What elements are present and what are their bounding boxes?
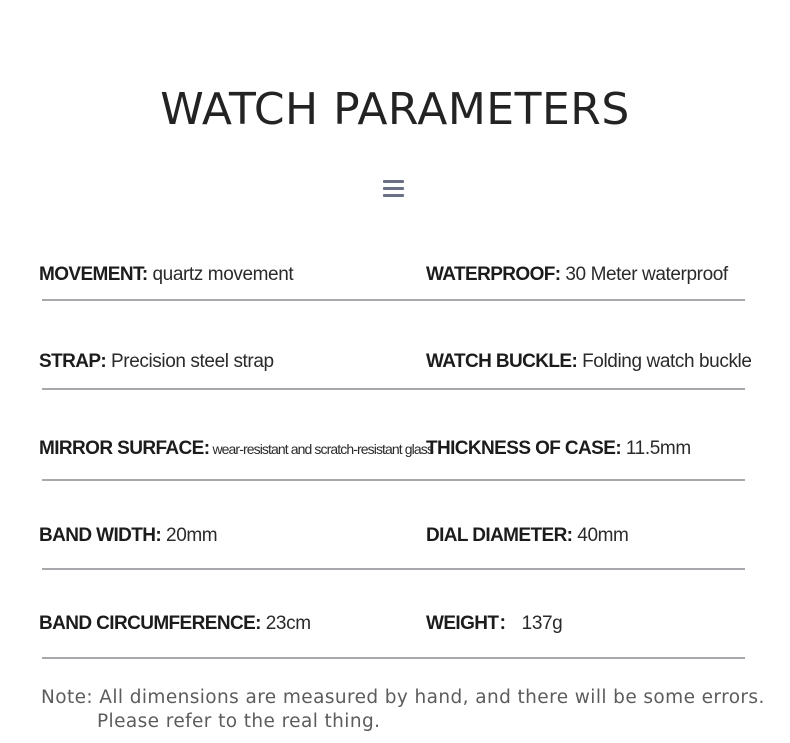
spec-label: MOVEMENT: [39,264,148,285]
spec-label: WATERPROOF: [426,264,561,285]
spec-thickness-of-case [426,434,691,464]
spec-label: BAND WIDTH: [39,525,162,546]
spec-value: 137g [516,613,563,634]
spec-row-1 [0,260,790,290]
spec-value: Precision steel strap [106,351,274,372]
spec-movement [39,260,293,290]
spec-band-circumference [39,609,311,639]
spec-value: 23cm [260,613,311,634]
spec-label: BAND CIRCUMFERENCE: [39,613,261,634]
spec-row-2 [0,347,790,377]
spec-value: Folding watch buckle [577,351,752,372]
row-divider [42,568,745,570]
spec-band-width [39,521,217,551]
spec-weight [426,609,562,639]
page-title: WATCH PARAMETERS [160,84,630,135]
spec-value: quartz movement [147,264,294,285]
menu-icon [383,179,404,197]
row-divider [42,388,745,390]
spec-value: 11.5mm [621,438,691,459]
note-line-2: Please refer to the real thing. [97,711,381,732]
spec-value: 20mm [161,525,218,546]
spec-label: MIRROR SURFACE: [39,438,210,459]
spec-row-3 [0,434,790,464]
spec-mirror-surface [39,434,433,464]
spec-watch-buckle [426,347,752,377]
row-divider [42,299,745,301]
spec-label: WATCH BUCKLE: [426,351,578,372]
spec-value: 40mm [572,525,629,546]
row-divider [42,479,745,481]
spec-label: WEIGHT： [426,613,517,634]
spec-value: 30 Meter waterproof [560,264,728,285]
spec-row-4 [0,521,790,551]
spec-label: STRAP: [39,351,107,372]
spec-row-5 [0,609,790,639]
note-line-1: Note: All dimensions are measured by hand, and there will be some errors. [41,687,765,708]
spec-label: THICKNESS OF CASE: [426,438,622,459]
spec-label: DIAL DIAMETER: [426,525,573,546]
measurement-note [41,686,765,734]
spec-strap [39,347,274,377]
spec-value: wear-resistant and scratch-resistant glass [209,441,433,457]
spec-dial-diameter [426,521,629,551]
spec-waterproof [426,260,728,290]
row-divider [42,657,745,659]
